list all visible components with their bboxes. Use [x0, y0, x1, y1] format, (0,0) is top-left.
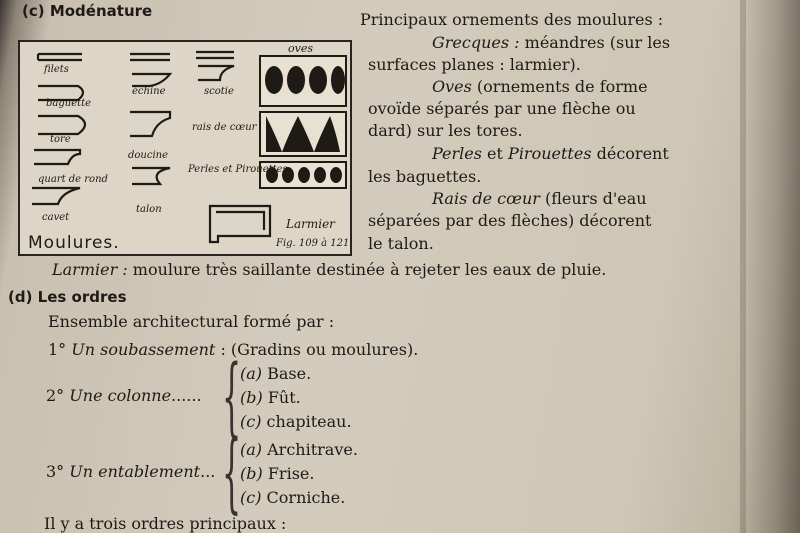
ornement-line-4: ovoïde séparés par une flèche ou [368, 99, 636, 118]
entablement-sub-c: (c) Corniche. [240, 488, 346, 507]
ornement-line-6: Perles et Pirouettes décorent [432, 144, 669, 163]
label-rais-de-coeur: rais de cœur [192, 122, 257, 133]
ornements-heading: Principaux ornements des moulures : [360, 10, 664, 29]
label-tore: tore [50, 134, 71, 145]
label-cavet: cavet [42, 212, 70, 223]
colonne-sub-a: (a) Base. [240, 364, 312, 383]
label-echine: échine [132, 86, 166, 97]
label-doucine: doucine [128, 150, 169, 161]
ordres-intro: Ensemble architectural formé par : [48, 312, 335, 331]
moulures-figure [18, 40, 352, 256]
figure-reference: Fig. 109 à 121 [276, 238, 350, 249]
ornement-line-3: Oves (ornements de forme [432, 77, 648, 96]
colonne-sub-c: (c) chapiteau. [240, 412, 352, 431]
ornement-line-10: le talon. [368, 234, 434, 253]
figure-title: Moulures. [28, 233, 120, 253]
ornement-line-8: Rais de cœur (fleurs d'eau [432, 189, 647, 208]
label-filets: filets [44, 64, 69, 75]
ordre-item-3: 3° Un entablement... [46, 462, 216, 481]
label-oves: oves [288, 42, 313, 55]
larmier-definition: Larmier : moulure très saillante destinée à rejeter les eaux de pluie. [52, 260, 607, 279]
page-edge-shadow [740, 0, 800, 533]
label-talon: talon [136, 204, 162, 215]
label-quart-de-rond: quart de rond [38, 174, 108, 185]
colonne-sub-b: (b) Fût. [240, 388, 301, 407]
brace-colonne: { [222, 347, 242, 447]
ornement-line-2: surfaces planes : larmier). [368, 55, 581, 74]
entablement-sub-a: (a) Architrave. [240, 440, 358, 459]
label-perles-pirouettes: Perles et Pirouettes [188, 164, 288, 175]
moulures-drawing [20, 42, 350, 254]
entablement-sub-b: (b) Frise. [240, 464, 315, 483]
label-larmier: Larmier [286, 217, 335, 231]
ornement-line-1: Grecques : méandres (sur les [432, 33, 671, 52]
ornement-line-5: dard) sur les tores. [368, 121, 523, 140]
section-c-heading: (c) Modénature [22, 2, 153, 20]
section-d-heading: (d) Les ordres [8, 288, 127, 306]
footer-line: Il y a trois ordres principaux : [44, 514, 287, 533]
ordre-item-1: 1° Un soubassement : (Gradins ou moulures). [48, 340, 419, 359]
brace-entablement: { [222, 423, 242, 523]
ornement-line-9: séparées par des flèches) décorent [368, 211, 652, 230]
label-baguette: baguette [46, 98, 92, 109]
ornement-line-7: les baguettes. [368, 167, 482, 186]
ordre-item-2: 2° Une colonne...... [46, 386, 202, 405]
label-scotie: scotie [204, 86, 234, 97]
